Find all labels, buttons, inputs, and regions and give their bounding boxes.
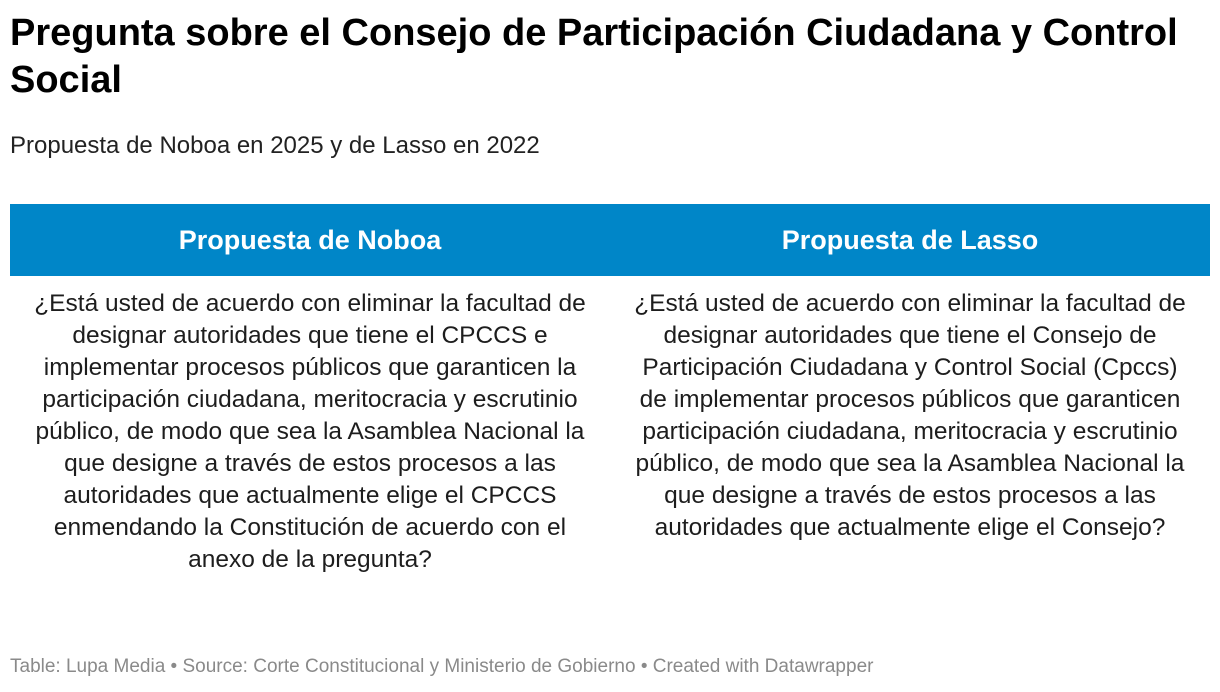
cell-text: ¿Está usted de acuerdo con eliminar la facultad de designar autoridades que tiene el Consejo de Participación Ciudadana y Control Social (Cpccs) de implementar procesos públicos que garanticen participación ciudadana, meritocracia y escrutinio público, de modo que sea la Asamblea Nacional la que designe a través de estos procesos a las autoridades que actualmente elige el Consejo?: [634, 290, 1186, 541]
table-header: [10, 204, 1210, 276]
cell-text: ¿Está usted de acuerdo con eliminar la facultad de designar autoridades que tiene el CPCCS e implementar procesos públicos que garanticen la participación ciudadana, meritocracia y escrutinio público, de modo que sea la Asamblea Nacional la que designe a través de estos procesos a las autoridades que actualmente elige el CPCCS enmendando la Constitución de acuerdo con el anexo de la pregunta?: [34, 290, 586, 573]
page-title: Pregunta sobre el Consejo de Participación Ciudadana y Control Social: [10, 12, 1178, 101]
table-row: [10, 276, 1210, 576]
comparison-table: [10, 204, 1210, 576]
cell-lasso: [610, 288, 1210, 576]
column-header-noboa: Propuesta de Noboa: [178, 224, 442, 255]
footer-credits: Table: Lupa Media • Source: Corte Constitucional y Ministerio de Gobierno • Created with Datawrapper: [10, 656, 874, 677]
cell-noboa: [10, 288, 610, 576]
column-header-lasso: Propuesta de Lasso: [781, 224, 1039, 255]
subtitle: Propuesta de Noboa en 2025 y de Lasso en 2022: [10, 132, 540, 159]
